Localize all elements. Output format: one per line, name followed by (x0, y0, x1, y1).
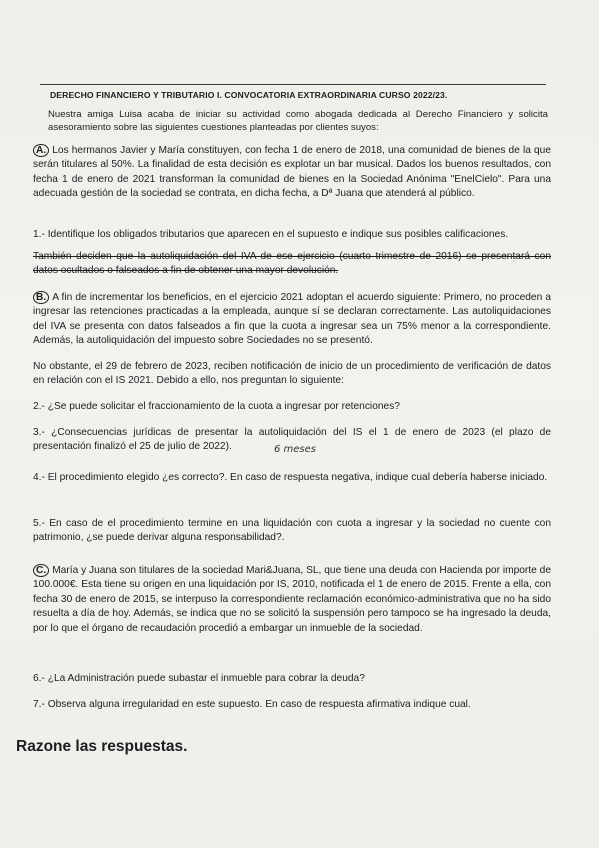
header-rule (40, 84, 546, 85)
struck-paragraph: También deciden que la autoliquidación del IVA de ese ejercicio (cuarto trimestre de 2016) se presentará con datos ocultados o falseados a fin de obtener una mayor devolución. (33, 251, 551, 277)
handwritten-note: 6 meses (274, 444, 317, 455)
question-1: 1.- Identifique los obligados tributarios que aparecen en el supuesto e indique sus posibles calificaciones. (33, 229, 509, 240)
question-3: 3.- ¿Consecuencias jurídicas de presentar la autoliquidación del IS el 1 de enero de 2023 (el plazo de presentación finalizó el 25 de julio de 2022). (33, 427, 551, 453)
case-b-text: A fin de incrementar los beneficios, en el ejercicio 2021 adoptan el acuerdo siguiente: Primero, no proceden a ingresar las retenciones practicadas a la empleada, aunque sí se declaran correctamente. Las autoliquidaciones del IVA se presenta con datos falseados a fin que la cuota a ingresar sea un 75% menor a la correspondiente. Además, la autoliquidación del impuesto sobre Sociedades no se presentó. (33, 292, 551, 347)
case-a-paragraph (33, 144, 551, 202)
case-a-marker: A. (33, 144, 49, 157)
case-c-marker: C. (33, 564, 49, 577)
question-4: 4.- El procedimiento elegido ¿es correcto?. En caso de respuesta negativa, indique cual debería haberse iniciado. (33, 472, 548, 483)
case-b-paragraph (33, 291, 551, 349)
case-a-text: Los hermanos Javier y María constituyen, con fecha 1 de enero de 2018, una comunidad de bienes de la que serán titulares al 50%. La finalidad de esta decisión es explotar un bar musical. Dados los buenos resultados, con fecha 1 de enero de 2021 transforman la comunidad de bienes en la Sociedad Anónima "EnelCielo". Para una adecuada gestión de la sociedad se contrata, en dicha fecha, a Dª Juana que atenderá al público. (33, 145, 551, 200)
case-c-text: María y Juana son titulares de la sociedad Mari&Juana, SL, que tiene una deuda con Hacienda por importe de 100.000€. Esta tiene su origen en una liquidación por IS, 2010, notificada el 1 de enero de 2015. Frente a ella, con fecha 30 de enero de 2015, se interpuso la correspondiente reclamación económico-administrativa que no ha sido resuelta a día de hoy. Además, se indica que no se solicitó la suspensión pero tampoco se ha ingresado la deuda, por lo que el órgano de recaudación procedió a embargar un inmueble de la sociedad. (33, 565, 551, 634)
question-2: 2.- ¿Se puede solicitar el fraccionamiento de la cuota a ingresar por retenciones? (33, 401, 400, 412)
question-7: 7.- Observa alguna irregularidad en este supuesto. En caso de respuesta afirmativa indique cual. (33, 699, 471, 710)
case-c-paragraph (33, 564, 551, 636)
exam-title: DERECHO FINANCIERO Y TRIBUTARIO I. CONVOCATORIA EXTRAORDINARIA CURSO 2022/23. (50, 90, 448, 100)
question-6: 6.- ¿La Administración puede subastar el inmueble para cobrar la deuda? (33, 673, 365, 684)
closing-instruction: Razone las respuestas. (16, 738, 188, 755)
question-5: 5.- En caso de el procedimiento termine en una liquidación con cuota a ingresar y la sociedad no cuente con patrimonio, ¿se puede derivar alguna responsabilidad?. (33, 518, 551, 544)
case-b-followup: No obstante, el 29 de febrero de 2023, reciben notificación de inicio de un procedimiento de verificación de datos en relación con el IS 2021. Debido a ello, nos preguntan lo siguiente: (33, 361, 551, 387)
case-b-marker: B. (33, 291, 49, 304)
intro-paragraph: Nuestra amiga Luisa acaba de iniciar su actividad como abogada dedicada al Derecho Financiero y solicita asesoramiento sobre las siguientes cuestiones planteadas por clientes suyos: (48, 109, 548, 134)
